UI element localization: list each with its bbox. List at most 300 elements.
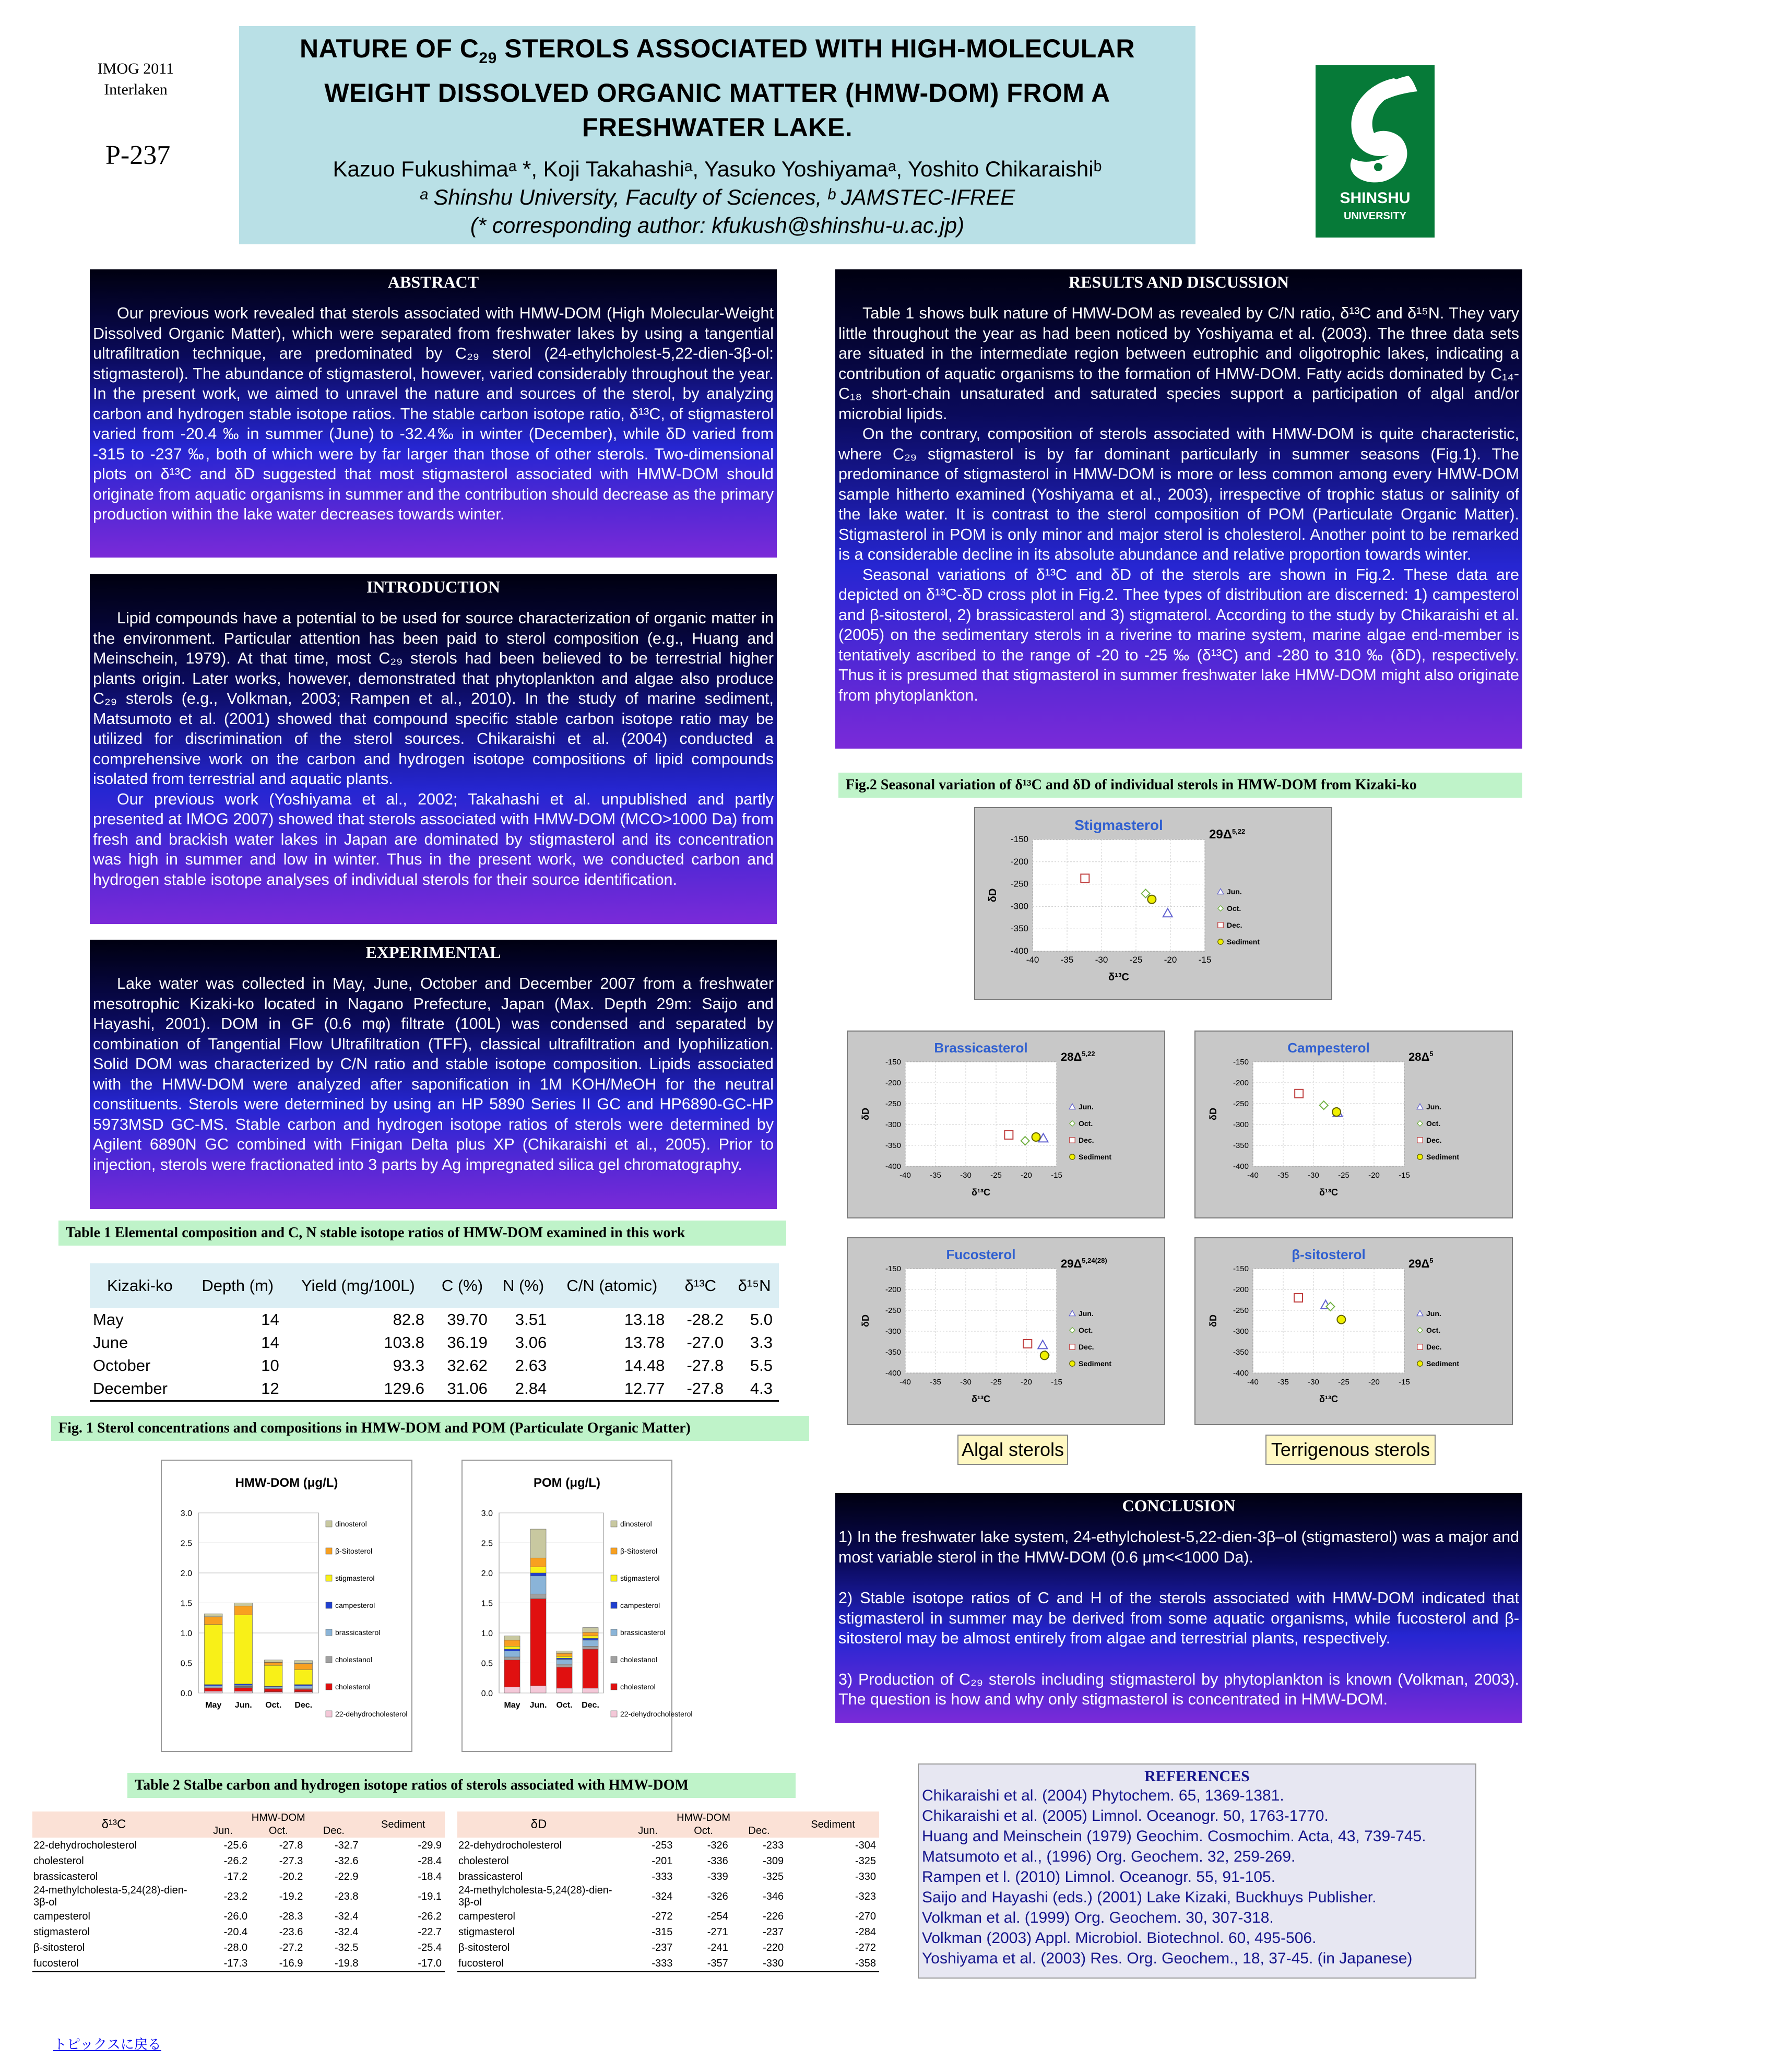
table2-cell: -358	[787, 1956, 879, 1972]
table1-caption: Table 1 Elemental composition and C, N stable isotope ratios of HMW-DOM examined in this work	[58, 1221, 786, 1246]
experimental-section	[90, 940, 777, 1209]
campesterol-plot	[1194, 1031, 1513, 1218]
y-tick-label: -150	[885, 1264, 901, 1273]
table2-cell: -28.4	[418, 1855, 442, 1867]
bar-segment-dinosterol	[504, 1636, 520, 1640]
y-tick-label: -200	[885, 1079, 901, 1087]
table2-cell: 22-dehydrocholesterol	[458, 1839, 562, 1851]
table1-cell: 3.51	[515, 1310, 547, 1329]
legend-swatch	[611, 1684, 617, 1690]
y-tick-label: -300	[1233, 1120, 1249, 1129]
table2-cell: -226	[763, 1910, 784, 1922]
table1-cell: 39.70	[447, 1310, 488, 1329]
data-point-dec	[1294, 1294, 1303, 1302]
y-tick-label: 2.5	[180, 1539, 192, 1548]
bar-segment-cholesterol	[294, 1689, 313, 1692]
bar-segment-cholesterol	[557, 1667, 572, 1688]
x-tick-label: Dec.	[582, 1701, 599, 1710]
legend-swatch	[326, 1602, 332, 1608]
table2-cell: -19.1	[418, 1890, 442, 1902]
table2-cell: -326	[707, 1890, 728, 1902]
table2-cell: -27.8	[279, 1839, 303, 1851]
table1-header: C (%)	[431, 1263, 494, 1308]
table2-cell: -201	[652, 1855, 673, 1867]
table2-cell: -357	[676, 1956, 731, 1972]
reference-item: Saijo and Hayashi (eds.) (2001) Lake Kizaki, Buckhuys Publisher.	[922, 1889, 1377, 1906]
legend-label: Sediment	[1079, 1153, 1112, 1161]
table2-cell: -326	[707, 1839, 728, 1851]
table2-cell: -18.4	[418, 1870, 442, 1882]
legend-label: Dec.	[1079, 1343, 1094, 1351]
y-tick-label: -200	[1010, 856, 1028, 867]
legend-marker	[1069, 1104, 1075, 1109]
bar-segment-dinosterol	[265, 1660, 283, 1663]
legend-marker	[1070, 1154, 1075, 1159]
plot-area	[1253, 1269, 1404, 1373]
table1-cell: 14.48	[624, 1356, 665, 1375]
sterol-structure-tag: $28\Delta^5$	[1408, 1050, 1434, 1063]
table1-cell: 14	[261, 1333, 279, 1352]
x-tick-label: -15	[1051, 1378, 1062, 1387]
table2-cell: -26.2	[223, 1855, 248, 1867]
table1-cell: -27.8	[686, 1356, 724, 1375]
plot-area	[905, 1269, 1057, 1373]
legend-label: Oct.	[1079, 1326, 1093, 1334]
table1-cell: 129.6	[286, 1377, 431, 1401]
table2-cell: -284	[855, 1926, 876, 1938]
table2-cell: -304	[855, 1839, 876, 1851]
y-tick-label: -350	[1233, 1141, 1249, 1150]
bar-segment-stigmasterol	[205, 1625, 223, 1685]
table2-month-header: Oct.	[676, 1825, 731, 1838]
x-tick-label: Jun.	[529, 1701, 547, 1710]
table1-cell: 12	[190, 1377, 286, 1401]
table1-header: C/N (atomic)	[553, 1263, 671, 1308]
bar-chart-title: POM (μg/L)	[534, 1476, 600, 1490]
y-tick-label: -300	[1233, 1327, 1249, 1336]
legend-label: Sediment	[1079, 1359, 1112, 1368]
legend-marker	[1069, 1310, 1075, 1316]
table2-cell: 24-methylcholesta-5,24(28)-dien-3β-ol	[458, 1885, 612, 1908]
table2-month-header: Dec.	[731, 1825, 787, 1838]
table2-sediment-header: Sediment	[362, 1811, 445, 1838]
legend-label: Jun.	[1426, 1309, 1441, 1318]
x-tick-label: -35	[930, 1378, 941, 1387]
legend-marker	[1417, 1361, 1423, 1366]
y-tick-label: -400	[1233, 1369, 1249, 1378]
table1-cell: 31.06	[431, 1377, 494, 1401]
poster-title: NATURE OF $C_{29}$ STEROLS ASSOCIATED WITH HIGH-MOLECULAR WEIGHT DISSOLVED ORGANIC MATTER (HMW-DOM) FROM A FRESHWATER LAKE.	[299, 34, 1135, 142]
table2-cell: -20.2	[279, 1870, 303, 1882]
legend-label: campesterol	[335, 1601, 375, 1609]
y-tick-label: 0.0	[180, 1689, 192, 1698]
plot-area	[1033, 839, 1205, 951]
legend-label: cholestanol	[620, 1655, 657, 1664]
table1-cell: -28.2	[686, 1310, 724, 1329]
bar-chart-title: HMW-DOM (μg/L)	[235, 1476, 338, 1490]
legend-label: Oct.	[1227, 904, 1241, 913]
x-axis-label: δ¹³C	[1319, 1187, 1338, 1198]
y-tick-label: 2.0	[481, 1569, 493, 1578]
abstract-section	[90, 269, 777, 558]
x-tick-label: -30	[1095, 955, 1108, 965]
bar-segment-stigmasterol	[294, 1670, 313, 1685]
bar-segment-brassicasterol	[265, 1687, 283, 1688]
y-tick-label: -400	[885, 1162, 901, 1171]
back-to-topics-link[interactable]: トピックスに戻る	[53, 2037, 161, 2052]
table1-cell: May	[93, 1310, 124, 1329]
bar-segment-stigmasterol	[530, 1567, 546, 1573]
table1-cell: October	[93, 1356, 151, 1375]
table1-cell: -27.8	[671, 1377, 730, 1401]
bar-segment-brassicasterol	[583, 1640, 598, 1647]
abstract-text: Our previous work revealed that sterols associated with HMW-DOM (High Molecular-Weight Dissolved Organic Matter), which were separated from freshwater lakes by using a tangential ultrafiltration technique, are predominated by C₂₉ sterol (24-ethylcholest-5,22-dien-3β-ol: stigmasterol). The abundance of stigmasterol, however, varied considerably throughout the year. In the present work, we aimed to unravel the nature and sources of the sterol, by analyzing carbon and hydrogen stable isotope ratios. The stable carbon isotope ratio, δ¹³C, of stigmasterol varied from -20.4 ‰ in summer (June) to -32.4‰ in winter (December), while δD varied from -315 to -237 ‰, both of which were by far larger than those of other sterols. Two-dimensional plots on δ¹³C and δD suggested that most stigmasterol associated with HMW-DOM should originate from aquatic organisms in summer and the contribution should decrease as the primary production within the lake water decreases towards winter.	[93, 304, 774, 523]
table2-cell: campesterol	[458, 1910, 515, 1922]
legend-marker	[1070, 1344, 1075, 1349]
table2-cell: -339	[707, 1870, 728, 1882]
campesterol-scatter	[1195, 1032, 1512, 1217]
table1-cell: 32.62	[447, 1356, 488, 1375]
y-tick-label: -250	[885, 1306, 901, 1315]
legend-marker	[1417, 1138, 1423, 1143]
logo-text-shinshu: SHINSHU	[1340, 190, 1411, 207]
x-tick-label: -20	[1368, 1171, 1380, 1180]
x-tick-label: -20	[1368, 1378, 1380, 1387]
table2-col-header: δ¹³C	[32, 1811, 195, 1838]
table2-cell: -241	[707, 1941, 728, 1953]
table2-cell: -20.4	[223, 1926, 248, 1938]
table2-cell: 22-dehydrocholesterol	[33, 1839, 137, 1851]
data-point-sediment	[1032, 1133, 1040, 1141]
legend-marker	[1070, 1138, 1075, 1143]
table2-row	[32, 1853, 445, 1869]
table2-col-header: δD	[457, 1811, 620, 1838]
bar-segment-sitosterol	[504, 1640, 520, 1647]
introduction-paragraph-1: Lipid compounds have a potential to be used for source characterization of organic matter in the environment. Particular attention has been paid to sterol composition (e.g., Huang and Meinschein, 1979). At that time, most C₂₉ sterols had been believed to be terrestrial higher plants origin. Later works, however, demonstrated that phytoplankton and algae also produce C₂₉ sterols (e.g., Volkman, 2003; Rampen et al., 2010). In the study of marine sediment, Matsumoto et al. (2001) showed that compound specific stable carbon isotope ratio may be utilized for discrimination of the sterol sources. Chikaraishi et al. (2004) conducted a comprehensive work on the carbon and hydrogen isotope compositions of lipid compounds isolated from terrestrial and aquatic plants.	[93, 609, 774, 788]
table2-cell: -237	[652, 1941, 673, 1953]
y-axis-label: δD	[860, 1315, 871, 1327]
x-tick-label: -40	[899, 1378, 911, 1387]
x-tick-label: -20	[1164, 955, 1177, 965]
x-tick-label: -35	[1060, 955, 1074, 965]
legend-swatch	[611, 1656, 617, 1663]
table2-month-header: Jun.	[195, 1825, 251, 1838]
x-tick-label: -25	[990, 1171, 1002, 1180]
legend-label: 22-dehydrocholesterol	[335, 1710, 408, 1718]
bar-segment-22dehydrocholesterol	[234, 1691, 253, 1693]
table2-cell: cholesterol	[33, 1855, 84, 1867]
table2-cell: -272	[855, 1941, 876, 1953]
y-tick-label: 3.0	[481, 1509, 493, 1518]
table2-carbon	[32, 1811, 445, 1972]
table2-row	[32, 1909, 445, 1924]
table1-cell: 103.8	[384, 1333, 424, 1352]
bar-segment-brassicasterol	[557, 1660, 572, 1664]
table1-row	[90, 1308, 779, 1331]
table2-row	[32, 1924, 445, 1940]
table2-cell: -22.7	[418, 1926, 442, 1938]
table2-cell: -270	[855, 1910, 876, 1922]
terrigenous-sterols-label: Terrigenous sterols	[1265, 1435, 1436, 1465]
legend-swatch	[326, 1575, 332, 1581]
x-tick-label: -30	[1308, 1171, 1319, 1180]
y-tick-label: -150	[1233, 1058, 1249, 1067]
table2-cell: -32.7	[334, 1839, 359, 1851]
results-paragraph-3: Seasonal variations of δ¹³C and δD of the sterols are shown in Fig.2. These data are depicted on δ¹³C-δD cross plot in Fig.2. Thee types of distribution are discerned: 1) campesterol and β-sitosterol, 2) brassicasterol and 3) stigmaterol. According to the study by Chikaraishi et al. (2005) on the sedimentary sterols in a riverine to marine system, marine algae end-member is tentatively ascribed to the range of -20 to -25 ‰ (δ¹³C) and -280 to 310 ‰ (δD), respectively. Thus it is presumed that stigmasterol in summer freshwater lake HMW-DOM might also originate from phytoplankton.	[838, 565, 1519, 704]
table1	[90, 1263, 779, 1402]
bar-segment-cholesterol	[234, 1688, 253, 1691]
x-tick-label: Oct.	[265, 1701, 282, 1710]
table1-cell: 36.19	[447, 1333, 488, 1352]
x-tick-label: -25	[1338, 1378, 1349, 1387]
data-point-sediment	[1040, 1351, 1049, 1359]
table2-cell: -17.3	[195, 1956, 251, 1972]
data-point-dec	[1295, 1090, 1303, 1098]
y-tick-label: 1.5	[481, 1599, 493, 1608]
legend-label: 22-dehydrocholesterol	[620, 1710, 693, 1718]
table2-cell: -28.0	[223, 1941, 248, 1953]
table2-cell: -17.2	[223, 1870, 248, 1882]
bar-segment-sitosterol	[265, 1662, 283, 1665]
bar-segment-stigmasterol	[265, 1665, 283, 1686]
data-point-dec	[1023, 1340, 1032, 1348]
reference-item: Rampen et l. (2010) Limnol. Oceanogr. 55, 91-105.	[922, 1868, 1276, 1886]
table2-month-header: Jun.	[620, 1825, 676, 1838]
table2-cell: -324	[652, 1890, 673, 1902]
fucosterol-scatter	[848, 1238, 1164, 1424]
y-tick-label: 0.0	[481, 1689, 493, 1698]
table2-cell: -27.2	[279, 1941, 303, 1953]
fig2-caption: Fig.2 Seasonal variation of δ¹³C and δD of individual sterols in HMW-DOM from Kizaki-ko	[838, 773, 1522, 798]
table2-cell: -25.4	[418, 1941, 442, 1953]
x-tick-label: -25	[1338, 1171, 1349, 1180]
x-tick-label: -30	[960, 1171, 972, 1180]
x-tick-label: Dec.	[294, 1701, 313, 1710]
table2-group-header: HMW-DOM	[620, 1811, 787, 1825]
plot-area	[1253, 1062, 1404, 1166]
bar-segment-dinosterol	[234, 1603, 253, 1606]
table2-group-header: HMW-DOM	[195, 1811, 362, 1825]
table2-row	[457, 1956, 879, 1972]
crane-emblem-icon	[1316, 65, 1435, 191]
table2-month-header: Oct.	[251, 1825, 306, 1838]
legend-marker	[1417, 1104, 1423, 1109]
conclusion-point-1: 1) In the freshwater lake system, 24-ethylcholest-5,22-dien-3β–ol (stigmasterol) was a major and most variable sterol in the HMW-DOM (0.6 μm<<1000 Da).	[838, 1528, 1519, 1566]
table2-row	[457, 1909, 879, 1924]
sterol-structure-tag: $29\Delta^{5,22}$	[1209, 827, 1246, 842]
bar-segment-campesterol	[583, 1638, 598, 1640]
data-point-dec	[1081, 874, 1089, 882]
table2-cell: -254	[707, 1910, 728, 1922]
y-tick-label: -150	[1010, 834, 1028, 844]
table1-cell: 5.0	[750, 1310, 773, 1329]
x-tick-label: -25	[990, 1378, 1002, 1387]
y-tick-label: -200	[885, 1285, 901, 1294]
table2-cell: β-sitosterol	[33, 1941, 85, 1953]
table2-cell: -325	[855, 1855, 876, 1867]
fig1-pom-chart	[461, 1460, 693, 1752]
plot-area	[905, 1062, 1057, 1166]
table2-cell: -32.6	[334, 1855, 359, 1867]
table1-cell: 93.3	[393, 1356, 424, 1375]
bar-segment-cholestanol	[205, 1687, 223, 1688]
reference-item: Chikaraishi et al. (2005) Limnol. Oceanogr. 50, 1763-1770.	[922, 1807, 1329, 1825]
bar-segment-brassicasterol	[504, 1651, 520, 1657]
stigmasterol-scatter	[975, 808, 1331, 999]
bar-segment-sitosterol	[557, 1653, 572, 1656]
conclusion-point-3: 3) Production of C₂₉ sterols including stigmasterol by phytoplankton is known (Volkman, 2003). The question is how and why only stigmasterol is concentrated in HMW-DOM.	[838, 1670, 1519, 1708]
references-section	[918, 1763, 1476, 1979]
table2-cell: -26.2	[418, 1910, 442, 1922]
bar-segment-brassicasterol	[234, 1685, 253, 1686]
title-block	[239, 26, 1195, 244]
sterol-structure-tag: $28\Delta^{5,22}$	[1061, 1050, 1095, 1063]
legend-label: Dec.	[1079, 1136, 1094, 1144]
legend-label: Sediment	[1426, 1153, 1460, 1161]
y-tick-label: 0.5	[180, 1659, 192, 1668]
legend-label: campesterol	[620, 1601, 660, 1609]
table1-row	[90, 1354, 779, 1377]
x-tick-label: -35	[1277, 1378, 1289, 1387]
legend-label: Jun.	[1079, 1103, 1094, 1111]
y-axis-label: δD	[1208, 1108, 1218, 1120]
table1-cell: 10	[261, 1356, 279, 1375]
introduction-section	[90, 574, 777, 924]
table2-cell: cholesterol	[458, 1855, 509, 1867]
bar-segment-campesterol	[234, 1684, 253, 1685]
conclusion-heading: CONCLUSION	[1122, 1496, 1236, 1515]
y-tick-label: -400	[1233, 1162, 1249, 1171]
bar-segment-brassicasterol	[294, 1686, 313, 1688]
pom-bar-chart	[463, 1461, 693, 1751]
legend-marker	[1217, 889, 1224, 894]
table2-cell: -336	[707, 1855, 728, 1867]
fig1-hmwdom-chart	[161, 1460, 412, 1752]
bar-segment-dinosterol	[530, 1529, 546, 1558]
y-tick-label: 3.0	[180, 1509, 192, 1518]
legend-swatch	[611, 1602, 617, 1608]
legend-label: Oct.	[1079, 1119, 1093, 1128]
y-tick-label: -350	[885, 1348, 901, 1357]
bar-segment-stigmasterol	[234, 1615, 253, 1684]
legend-label: β-Sitosterol	[620, 1547, 658, 1555]
bar-segment-dinosterol	[205, 1614, 223, 1617]
bar-segment-dinosterol	[294, 1661, 313, 1664]
table2-row	[32, 1838, 445, 1853]
table2-row	[457, 1869, 879, 1885]
bar-segment-sitosterol	[583, 1632, 598, 1636]
legend-label: cholesterol	[335, 1683, 371, 1691]
table1-cell: 13.78	[624, 1333, 665, 1352]
x-tick-label: May	[504, 1701, 520, 1710]
x-tick-label: -40	[1026, 955, 1039, 965]
table1-row	[90, 1377, 779, 1401]
abstract-heading: ABSTRACT	[387, 273, 479, 291]
y-tick-label: 1.0	[180, 1629, 192, 1638]
legend-label: brassicasterol	[620, 1628, 666, 1637]
table2-row	[457, 1853, 879, 1869]
table1-header: Kizaki-ko	[90, 1263, 190, 1308]
table2-cell: -32.5	[334, 1941, 359, 1953]
x-axis-label: δ¹³C	[1319, 1394, 1338, 1404]
bar-segment-22dehydrocholesterol	[294, 1692, 313, 1693]
author-block	[239, 155, 1195, 240]
scatter-title: Fucosterol	[946, 1247, 1016, 1262]
legend-label: stigmasterol	[620, 1574, 660, 1582]
reference-item: Yoshiyama et al. (2003) Res. Org. Geochem., 18, 37-45. (in Japanese)	[922, 1950, 1413, 1967]
reference-item: Volkman (2003) Appl. Microbiol. Biotechnol. 60, 495-506.	[922, 1929, 1317, 1947]
y-tick-label: -250	[885, 1099, 901, 1108]
table2-cell: -26.0	[223, 1910, 248, 1922]
x-axis-label: δ¹³C	[972, 1394, 990, 1404]
corresponding-author: (* corresponding author: kfukush@shinshu-u.ac.jp)	[470, 213, 965, 238]
sterol-structure-tag: $29\Delta^{5,24(28)}$	[1061, 1257, 1107, 1270]
table2-cell: -23.2	[223, 1890, 248, 1902]
data-point-sediment	[1332, 1108, 1341, 1116]
legend-label: Sediment	[1426, 1359, 1460, 1368]
table2-cell: -19.2	[279, 1890, 303, 1902]
x-tick-label: Jun.	[234, 1701, 252, 1710]
table2-month-header: Dec.	[306, 1825, 361, 1838]
y-axis-label: δD	[860, 1108, 871, 1120]
table2-cell: 24-methylcholesta-5,24(28)-dien-3β-ol	[33, 1885, 187, 1908]
table2-cell: -330	[731, 1956, 787, 1972]
legend-label: Dec.	[1426, 1343, 1442, 1351]
author-names: Kazuo Fukushimaᵃ *, Koji Takahashiᵃ, Yasuko Yoshiyamaᵃ, Yoshito Chikaraishiᵇ	[333, 157, 1102, 181]
legend-label: Sediment	[1227, 938, 1260, 946]
table2-cell: brassicasterol	[458, 1870, 523, 1882]
table1-row	[90, 1331, 779, 1354]
table2-cell: -272	[652, 1910, 673, 1922]
table1-header: N (%)	[494, 1263, 553, 1308]
table1-cell: 14	[261, 1310, 279, 1329]
bar-segment-cholesterol	[583, 1649, 598, 1688]
table2-cell: -22.9	[334, 1870, 359, 1882]
table2-sediment-header: Sediment	[787, 1811, 879, 1838]
bar-segment-22dehydrocholesterol	[504, 1687, 520, 1694]
bar-segment-campesterol	[205, 1685, 223, 1686]
x-tick-label: -30	[960, 1378, 972, 1387]
fucosterol-plot	[847, 1237, 1165, 1425]
y-tick-label: -250	[1233, 1306, 1249, 1315]
table2-cell: -253	[652, 1839, 673, 1851]
legend-swatch	[611, 1548, 617, 1554]
x-tick-label: -20	[1021, 1378, 1032, 1387]
legend-label: Jun.	[1079, 1309, 1094, 1318]
legend-label: Dec.	[1426, 1136, 1442, 1144]
conference-label	[89, 58, 183, 100]
table2-caption: Table 2 Stalbe carbon and hydrogen isotope ratios of sterols associated with HMW-DOM	[127, 1773, 796, 1798]
bar-segment-brassicasterol	[205, 1686, 223, 1687]
bar-segment-sitosterol	[234, 1606, 253, 1615]
scatter-title: Campesterol	[1287, 1040, 1370, 1056]
scatter-title: Brassicasterol	[934, 1040, 1028, 1056]
table2-row	[457, 1885, 879, 1909]
legend-swatch	[611, 1629, 617, 1636]
table2-row	[32, 1869, 445, 1885]
legend-label: brassicasterol	[335, 1628, 381, 1637]
bar-segment-dinosterol	[557, 1651, 572, 1654]
bar-segment-sitosterol	[205, 1617, 223, 1625]
legend-swatch	[611, 1575, 617, 1581]
legend-label: dinosterol	[620, 1520, 652, 1528]
table1-cell: 4.3	[730, 1377, 779, 1401]
table2-cell: -315	[652, 1926, 673, 1938]
table2-cell: -25.6	[223, 1839, 248, 1851]
bar-segment-cholestanol	[234, 1686, 253, 1687]
y-axis-label: δD	[987, 888, 999, 903]
bar-segment-cholestanol	[557, 1664, 572, 1667]
